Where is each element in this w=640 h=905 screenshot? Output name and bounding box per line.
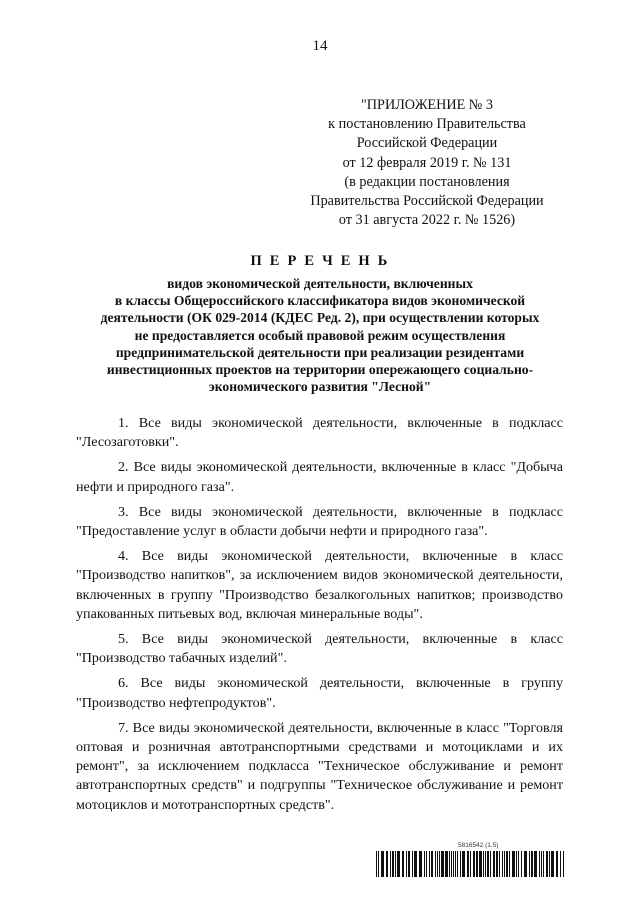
- page-number: 14: [312, 38, 328, 54]
- appendix-line: Правительства Российской Федерации: [310, 193, 544, 210]
- list-item: 2. Все виды экономической деятельности, включенные в класс "Добыча нефти и природного газа".: [76, 459, 563, 495]
- subtitle-line: предпринимательской деятельности при реализации резидентами: [115, 344, 525, 360]
- subtitle-line: инвестиционных проектов на территории опережающего социально-: [106, 362, 534, 378]
- appendix-line: "ПРИЛОЖЕНИЕ № 3: [361, 97, 493, 113]
- document-subtitle: [60, 275, 580, 395]
- list-item: 1. Все виды экономической деятельности, включенные в подкласс "Лесозаготовки".: [76, 415, 563, 451]
- document-title: П Е Р Е Ч Е Н Ь: [250, 253, 390, 269]
- subtitle-line: видов экономической деятельности, включенных: [167, 276, 473, 291]
- barcode-label: 5816542 (1.5): [458, 842, 499, 849]
- list-item: 4. Все виды экономической деятельности, включенные в класс "Производство напитков", за исключением видов экономической деятельности, включенных в группу "Производство безалкогольных напитков; производство упакованных питьевых вод, включая минеральные воды".: [76, 548, 563, 622]
- appendix-line: (в редакции постановления: [344, 173, 510, 190]
- appendix-line: к постановлению Правительства: [328, 116, 526, 133]
- appendix-line: от 12 февраля 2019 г. № 131: [342, 154, 512, 171]
- subtitle-line: не предоставляется особый правовой режим осуществления: [134, 327, 506, 343]
- appendix-line: от 31 августа 2022 г. № 1526): [338, 212, 516, 229]
- list-item: 5. Все виды экономической деятельности, включенные в класс "Производство табачных изделий".: [76, 631, 563, 667]
- appendix-header: [292, 96, 562, 230]
- list-item: 3. Все виды экономической деятельности, включенные в подкласс "Предоставление услуг в области добычи нефти и природного газа".: [76, 503, 563, 540]
- list-item: 7. Все виды экономической деятельности, включенные в класс "Торговля оптовая и розничная автотранспортными средствами и мотоциклами и их ремонт", за исключением подкласса "Техническое обслуживание и ремонт автотранспортных средств" и подгруппы "Техническое обслуживание и ремонт мотоциклов и мототранспортных средств".: [76, 719, 563, 813]
- subtitle-line: деятельности (ОК 029-2014 (КДЕС Ред. 2), при осуществлении которых: [100, 310, 540, 326]
- list-item: 6. Все виды экономической деятельности, включенные в группу "Производство нефтепродуктов".: [76, 675, 563, 711]
- subtitle-line: в классы Общероссийского классификатора видов экономической: [114, 293, 526, 309]
- barcode-image: [376, 851, 565, 877]
- subtitle-line: экономического развития "Лесной": [208, 379, 432, 395]
- appendix-line: Российской Федерации: [356, 135, 498, 152]
- item-list: [76, 414, 563, 821]
